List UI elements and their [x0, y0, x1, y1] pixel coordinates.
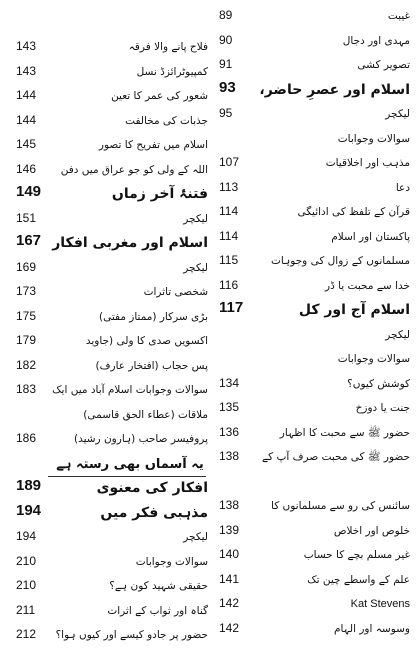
toc-page-number: 139 — [219, 522, 240, 537]
toc-entry-title: اکسویں صدی کا ولی (جاوید — [85, 335, 208, 347]
toc-page-number: 116 — [219, 277, 239, 292]
toc-page-number: 189 — [16, 477, 42, 494]
toc-entry-title: شعور کی عمر کا تعین — [111, 90, 208, 102]
toc-page-number: 95 — [219, 106, 233, 120]
toc-entry-title: سوالات وجوابات — [337, 353, 410, 365]
toc-entry-title: مذہبی فکر میں — [100, 504, 208, 521]
toc-page-number: 194 — [16, 501, 42, 519]
toc-entry-title: قرآن کے تلفظ کی ادائیگی — [297, 206, 410, 218]
toc-entry-title: اسلام اور مغربی افکار — [52, 235, 208, 251]
toc-entry-title: دعا — [395, 181, 410, 194]
toc-page-number: 141 — [219, 571, 240, 586]
toc-page-number: 140 — [219, 547, 240, 561]
toc-entry-title: مہدی اور دجال — [342, 34, 410, 47]
toc-entry-title: کوشش کیوں؟ — [347, 377, 410, 390]
toc-page-number: 182 — [16, 357, 37, 372]
toc-page-number: 136 — [219, 424, 240, 439]
toc-page-number: 144 — [16, 88, 37, 102]
toc-page-number: 114 — [219, 204, 239, 218]
toc-page-number: 149 — [16, 183, 42, 200]
toc-entry-title: اسلام آج اور کل — [298, 302, 410, 318]
toc-page-number: 212 — [16, 627, 37, 641]
toc-entry-title: فتنۂ آخر زماں — [111, 186, 208, 202]
toc-page-number: 169 — [16, 259, 37, 274]
toc-entry-title: اسلام میں تفریح کا تصور — [98, 139, 208, 151]
toc-entry-title: Kat Stevens — [350, 598, 410, 610]
toc-entry-title: سوالات وجوابات اسلام آباد میں ایک — [52, 384, 208, 396]
toc-entry-title: سوالات وجوابات — [337, 132, 410, 145]
toc-page-number: 114 — [219, 228, 239, 243]
toc-entry-title: ملاقات (عطاء الحق قاسمی) — [83, 408, 208, 421]
toc-page-number: 134 — [219, 375, 240, 390]
toc-entry-title: جنت یا دوزخ — [355, 402, 410, 414]
toc-page-number: 93 — [219, 78, 236, 96]
toc-page-number: 210 — [16, 553, 37, 568]
toc-page-number: 89 — [219, 8, 233, 22]
toc-entry-title: سوالات وجوابات — [135, 555, 208, 568]
banner-underline — [48, 476, 206, 477]
toc-page-number: 167 — [16, 232, 42, 249]
toc-entry-title: حقیقی شہید کون ہے؟ — [109, 580, 208, 592]
toc-entry-title: بڑی سرکار (ممتاز مفتی) — [99, 310, 208, 323]
toc-page-number: 91 — [219, 57, 233, 71]
toc-page-number: 138 — [219, 449, 240, 463]
toc-entry-title: کمپیوٹرائزڈ نسل — [136, 65, 208, 78]
toc-page-number: 144 — [16, 112, 37, 127]
toc-page-number: 183 — [16, 382, 37, 396]
toc-entry-title: پروفیسر صاحب (ہارون رشید) — [73, 433, 208, 445]
toc-page-number: 135 — [219, 400, 240, 414]
toc-page-number: 90 — [219, 32, 233, 47]
toc-page-number: 115 — [219, 253, 239, 267]
toc-page-number: 107 — [219, 155, 240, 169]
toc-entry-title: لیکچر — [183, 261, 208, 274]
toc-entry-title: خدا سے محبت یا ڈر — [325, 279, 410, 292]
toc-page-number: 142 — [219, 596, 240, 610]
toc-entry-title: جذبات کی مخالفت — [125, 114, 208, 127]
toc-entry-title: حضور ﷺ کی محبت صرف آپ کے — [262, 451, 410, 463]
toc-page-number: 194 — [16, 529, 37, 543]
toc-entry-title: پاکستان اور اسلام — [331, 230, 410, 243]
toc-page-number: 138 — [219, 498, 240, 512]
toc-entry-title: پس حجاب (افتخار عارف) — [95, 359, 208, 372]
toc-page-number: 151 — [16, 210, 37, 225]
toc-page-number: 142 — [219, 620, 240, 635]
toc-entry-title: غیر مسلم بچے کا حساب — [303, 549, 410, 561]
toc-entry-title: حضور ﷺ سے محبت کا اظہار — [279, 426, 410, 439]
toc-page-number: 145 — [16, 137, 37, 151]
toc-entry-title: فلاح پانے والا فرقہ — [128, 41, 208, 53]
toc-entry-title: مذہب اور اخلاقیات — [325, 157, 410, 169]
toc-page-number: 210 — [16, 578, 37, 592]
toc-entry-title: اللہ کے ولی کو جو عراق میں دفن — [60, 163, 208, 176]
toc-entry-title: مسلمانوں کے زوال کی وجوہات — [271, 255, 410, 267]
toc-entry-title: علم کے واسطے چین تک — [307, 573, 410, 586]
toc-entry-title: وسوسہ اور الہام — [334, 622, 410, 635]
toc-entry-title: لیکچر — [385, 108, 410, 120]
toc-page-number: 146 — [16, 161, 37, 176]
toc-entry-title: لیکچر — [183, 531, 208, 543]
toc-entry-title: سائنس کی رو سے مسلمانوں کا — [271, 500, 410, 512]
toc-page-number: 113 — [219, 179, 239, 194]
toc-page-number: 211 — [16, 602, 36, 617]
toc-entry-title: لیکچر — [385, 328, 410, 341]
toc-entry-title: شخصی تاثرات — [143, 286, 208, 298]
toc-page-number: 173 — [16, 284, 37, 298]
toc-page-number: 143 — [16, 63, 37, 78]
toc-entry-title: غیبت — [387, 10, 410, 22]
toc-entry-title: افکار کی معنوی — [96, 480, 208, 496]
toc-entry-title: گناہ اور ثواب کے اثرات — [107, 604, 208, 617]
toc-page-number: 186 — [16, 431, 37, 445]
toc-entry-title: خلوص اور اخلاص — [333, 524, 410, 537]
section-banner: یہ آسماں بھی رستہ ہے — [56, 457, 204, 472]
toc-entry-title: لیکچر — [183, 212, 208, 225]
toc-page-number: 143 — [16, 39, 37, 53]
toc-entry-title: حضور پر جادو کیسے اور کیوں ہوا؟ — [55, 629, 208, 641]
toc-entry-title: اسلام اور عصرِ حاضر، — [259, 81, 410, 98]
toc-page-number: 179 — [16, 333, 37, 347]
toc-page-number: 175 — [16, 308, 37, 323]
toc-entry-title: تصویر کشی — [357, 59, 410, 71]
toc-page-number: 117 — [219, 299, 244, 316]
